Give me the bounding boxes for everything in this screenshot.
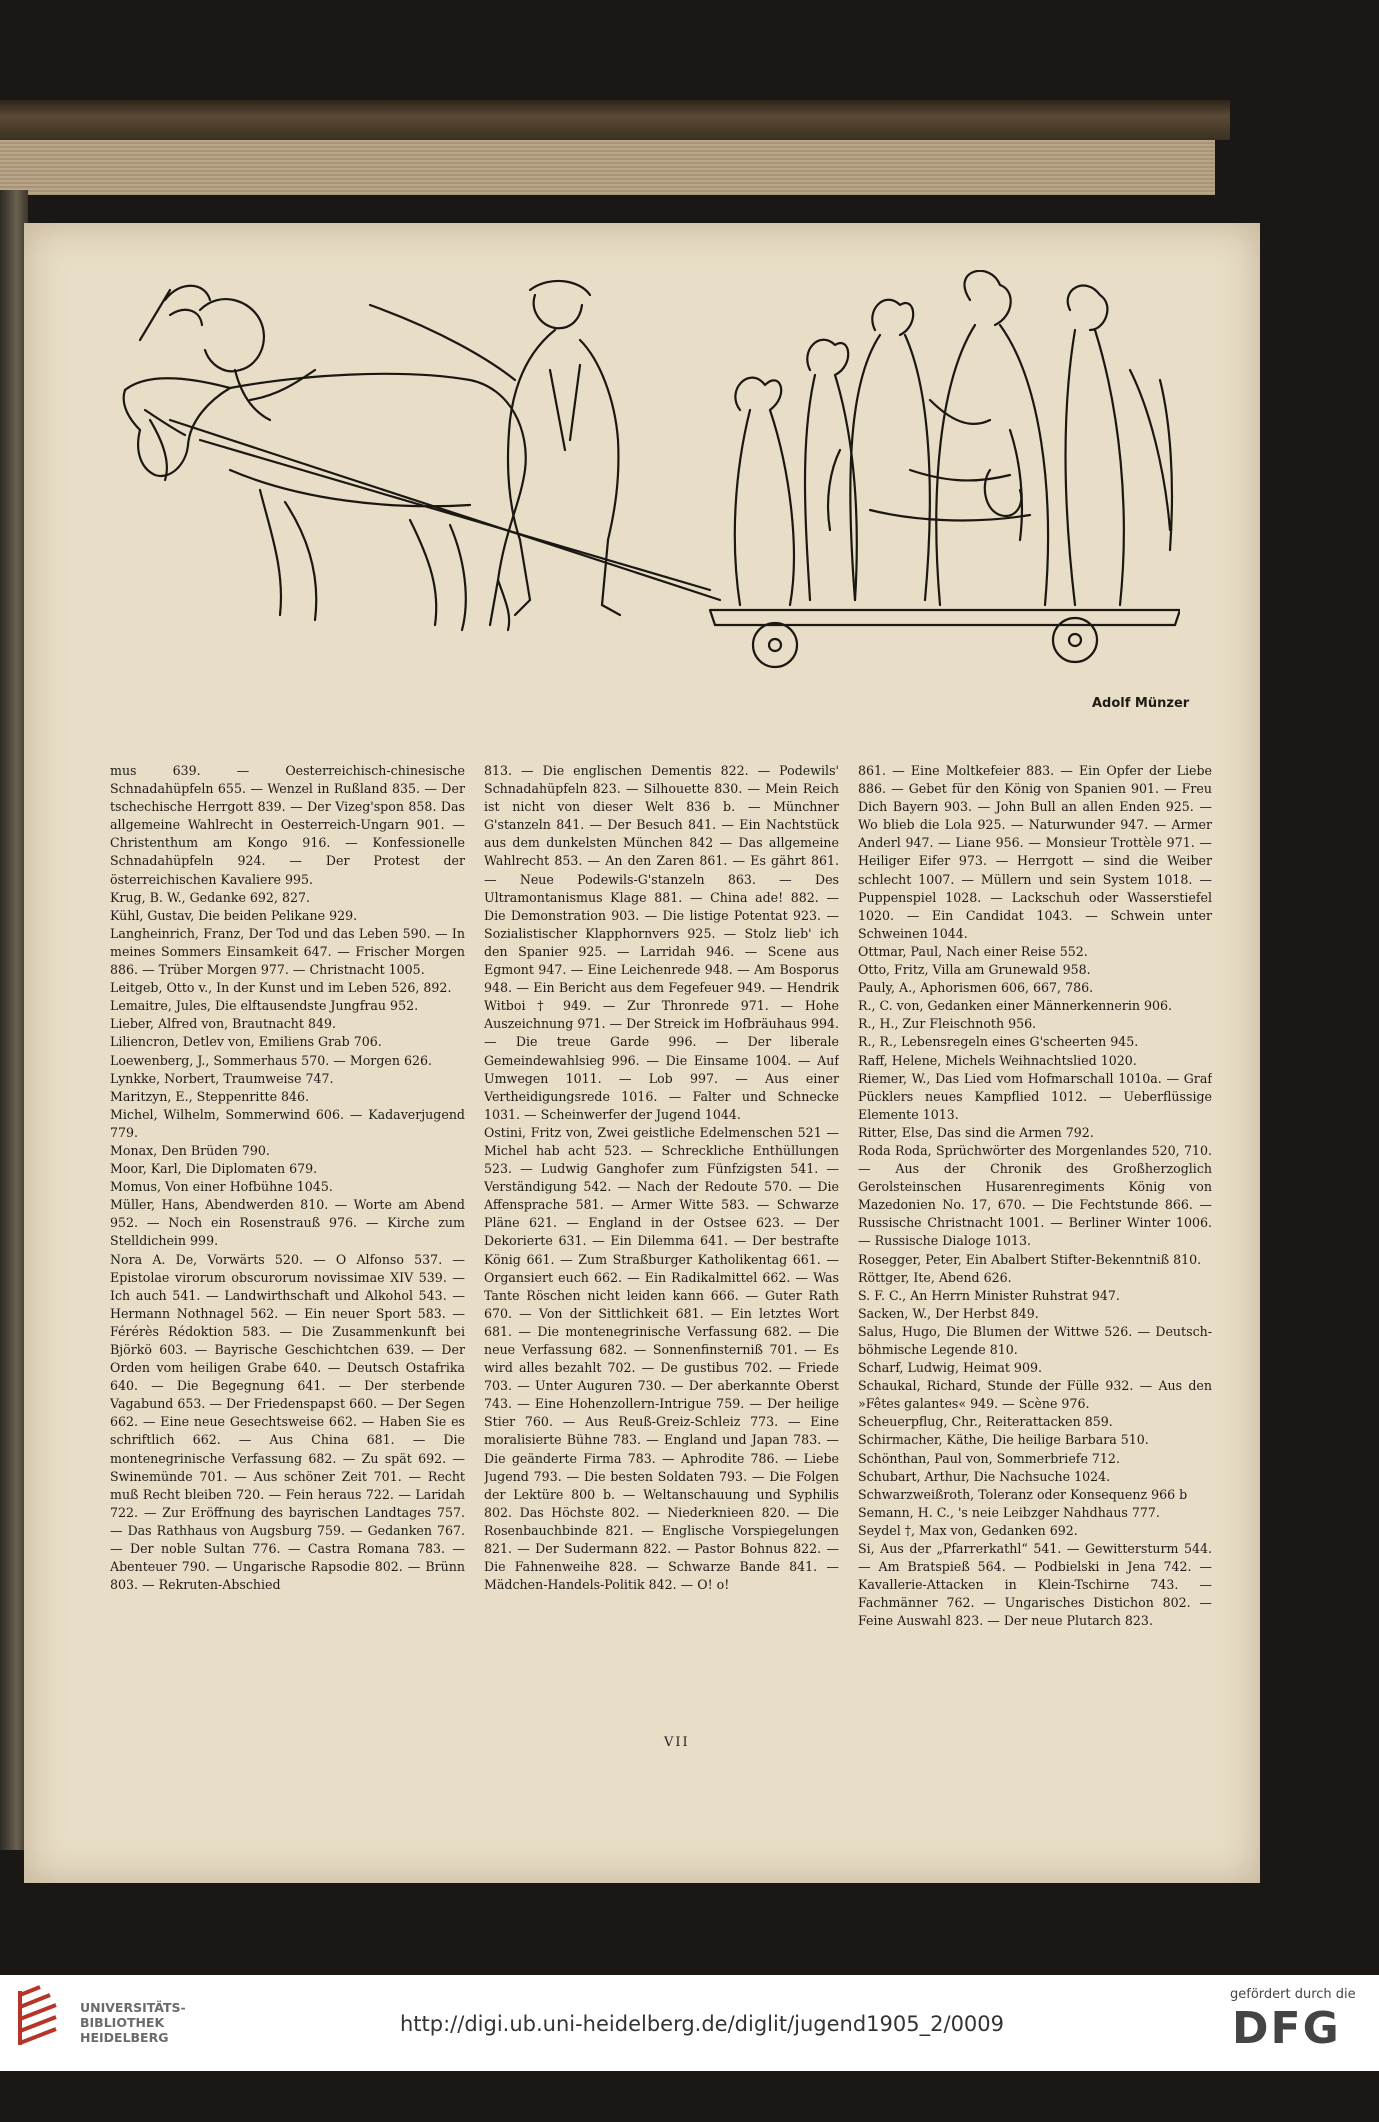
- page-number: VII: [664, 1735, 690, 1750]
- dfg-logo: DFG: [1232, 2003, 1341, 2054]
- institution-name: [80, 2000, 186, 2045]
- index-column-2: 813. — Die englischen Dementis 822. — Podewils' Schnadahüpfeln 823. — Silhouette 830. — Mein Reich ist nicht von dieser Welt 836 b. — Münchner G'stanzeln 841. — Der Besuch 841. — Ein Nachtstück aus dem dunkelsten München 842 — Das allgemeine Wahlrecht 853. — An den Zaren 861. — Es gährt 861. — Neue Podewils-G'stanzeln 863. — Des Ultramontanismus Klage 881. — China ade! 882. — Die Demonstration 903. — Die listige Potentat 923. — Sozialistischer Klapphornvers 925. — Stolz lieb' ich den Spanier 925. — Larridah 946. — Scene aus Egmont 947. — Eine Leichenrede 948. — Am Bosporus 948. — Ein Bericht aus dem Fegefeuer 949. — Hendrik Witboi † 949. — Zur Thronrede 971. — Hohe Auszeichnung 971. — Der Streick im Hofbräuhaus 994. — Die treue Garde 996. — Der liberale Gemeindewahlsieg 996. — Die Einsame 1004. — Auf Umwegen 1011. — Lob 997. — Aus einer Vertheidigungsrede 1016. — Falter und Schnecke 1031. — Scheinwerfer der Jugend 1044. Ostini, Fritz von, Zwei geistliche Edelmenschen 521 — Michel hab acht 523. — Schreckliche Enthüllungen 523. — Ludwig Ganghofer zum Fünfzigsten 541. — Verständigung 542. — Nach der Redoute 570. — Die Affensprache 581. — Armer Witte 583. — Schwarze Pläne 621. — England in der Ostsee 623. — Der Dekorierte 631. — Ein Dilemma 641. — Der bestrafte König 661. — Zum Straßburger Katholikentag 661. — Organsiert euch 662. — Ein Radikalmittel 662. — Was Tante Röschen nicht leiden kann 666. — Guter Rath 670. — Von der Sittlichkeit 681. — Ein letztes Wort 681. — Die montenegrinische Verfassung 682. — Die neue Verfassung 682. — Sonnenfinsterniß 701. — Es wird alles bezahlt 702. — De gustibus 702. — Friede 703. — Unter Auguren 730. — Der aberkannte Oberst 743. — Eine Hohenzollern-Intrigue 759. — Der heilige Stier 760. — Aus Reuß-Greiz-Schleiz 773. — Eine moralisierte Bühne 783. — England und Japan 783. — Die geänderte Firma 783. — Aphrodite 786. — Liebe Jugend 793. — Die besten Soldaten 793. — Die Folgen der Lektüre 800 b. — Weltanschauung und Syphilis 802. Das Höchste 802. — Niederknieen 820. — Die Rosenbauchbinde 821. — Englische Vorspiegelungen 821. — Der Sudermann 822. — Pastor Bohnus 822. — Die Fahnenweihe 828. — Schwarze Bande 841. — Mädchen-Handels-Politik 842. — O! o!: [484, 763, 839, 1593]
- institution-line-2: BIBLIOTHEK: [80, 2015, 165, 2030]
- book-top-edge: [0, 100, 1230, 140]
- institution-line-3: HEIDELBERG: [80, 2030, 169, 2045]
- university-library-logo-icon: [14, 1985, 62, 2047]
- permalink-url[interactable]: http://digi.ub.uni-heidelberg.de/diglit/jugend1905_2/0009: [400, 2012, 1005, 2036]
- viewer-footer: [0, 1975, 1379, 2071]
- book-page-edges: [0, 140, 1215, 195]
- funded-by-label: gefördert durch die: [1230, 1987, 1356, 2002]
- index-column-3: 861. — Eine Moltkefeier 883. — Ein Opfer der Liebe 886. — Gebet für den König von Spanien 901. — Freu Dich Bayern 903. — John Bull an allen Enden 925. — Wo blieb die Lola 925. — Naturwunder 947. — Armer Anderl 947. — Liane 956. — Monsieur Trottèle 971. — Heiliger Eifer 973. — Herrgott — sind die Weiber schlecht 1007. — Müllern und sein System 1018. — Puppenspiel 1028. — Lackschuh oder Wasserstiefel 1020. — Ein Candidat 1043. — Schwein unter Schweinen 1044. Ottmar, Paul, Nach einer Reise 552. Otto, Fritz, Villa am Grunewald 958. Pauly, A., Aphorismen 606, 667, 786. R., C. von, Gedanken einer Männerkennerin 906. R., H., Zur Fleischnoth 956. R., R., Lebensregeln eines G'scheerten 945. Raff, Helene, Michels Weihnachtslied 1020. Riemer, W., Das Lied vom Hofmarschall 1010a. — Graf Pücklers neues Kampflied 1012. — Ueberflüssige Elemente 1013. Ritter, Else, Das sind die Armen 792. Roda Roda, Sprüchwörter des Morgenlandes 520, 710. — Aus der Chronik des Großherzoglich Gerolsteinschen Husarenregiments König von Mazedonien No. 17, 670. — Die Fechtstunde 866. — Russische Christnacht 1001. — Berliner Winter 1006. — Russische Dialoge 1013. Rosegger, Peter, Ein Abalbert Stifter-Bekenntniß 810. Röttger, Ite, Abend 626. S. F. C., An Herrn Minister Ruhstrat 947. Sacken, W., Der Herbst 849. Salus, Hugo, Die Blumen der Wittwe 526. — Deutsch-böhmische Legende 810. Scharf, Ludwig, Heimat 909. Schaukal, Richard, Stunde der Fülle 932. — Aus den »Fêtes galantes« 949. — Scène 976. Scheuerpflug, Chr., Reiterattacken 859. Schirmacher, Käthe, Die heilige Barbara 510. Schönthan, Paul von, Sommerbriefe 712. Schubart, Arthur, Die Nachsuche 1024. Schwarzweißroth, Toleranz oder Konsequenz 966 b Semann, H. C., 's neie Leibzger Nahdhaus 777. Seydel †, Max von, Gedanken 692. Si, Aus der „Pfarrerkathl“ 541. — Gewittersturm 544. — Am Bratspieß 564. — Podbielski in Jena 742. — Kavallerie-Attacken in Klein-Tschirne 743. — Fachmänner 762. — Ungarisches Distichon 802. — Feine Auswahl 823. — Der neue Plutarch 823.: [858, 763, 1212, 1629]
- artist-signature: Adolf Münzer: [1092, 696, 1190, 711]
- index-column-1: mus 639. — Oesterreichisch-chinesische Schnadahüpfeln 655. — Wenzel in Rußland 835. — Der tschechische Herrgott 839. — Der Vizeg'spon 858. Das allgemeine Wahlrecht in Oesterreich-Ungarn 901. — Christenthum am Kongo 916. — Konfessionelle Schnadahüpfeln 924. — Der Protest der österreichischen Kavaliere 995. Krug, B. W., Gedanke 692, 827. Kühl, Gustav, Die beiden Pelikane 929. Langheinrich, Franz, Der Tod und das Leben 590. — In meines Sommers Einsamkeit 647. — Frischer Morgen 886. — Trüber Morgen 977. — Christnacht 1005. Leitgeb, Otto v., In der Kunst und im Leben 526, 892. Lemaitre, Jules, Die elftausendste Jungfrau 952. Lieber, Alfred von, Brautnacht 849. Liliencron, Detlev von, Emiliens Grab 706. Loewenberg, J., Sommerhaus 570. — Morgen 626. Lynkke, Norbert, Traumweise 747. Maritzyn, E., Steppenritte 846. Michel, Wilhelm, Sommerwind 606. — Kadaverjugend 779. Monax, Den Brüden 790. Moor, Karl, Die Diplomaten 679. Momus, Von einer Hofbühne 1045. Müller, Hans, Abendwerden 810. — Worte am Abend 952. — Noch ein Rosenstrauß 976. — Kirche zum Stelldichein 999. Nora A. De, Vorwärts 520. — O Alfonso 537. — Epistolae virorum obscurorum novissimae XIV 539. — Ich auch 541. — Landwirthschaft und Alkohol 543. — Hermann Nothnagel 562. — Ein neuer Sport 583. — Férérès Rédoktion 583. — Die Zusammenkunft bei Björkö 603. — Bayrische Geschichtchen 639. — Der Orden vom heiligen Grabe 640. — Deutsch Ostafrika 640. — Die Begegnung 641. — Der sterbende Vagabund 653. — Der Friedenspapst 660. — Der Segen 662. — Eine neue Gesechtsweise 662. — Haben Sie es schriftlich 662. — Aus China 681. — Die montenegrinische Verfassung 682. — Zu spät 692. — Swinemünde 701. — Aus schöner Zeit 701. — Recht muß Recht bleiben 720. — Fein heraus 722. — Laridah 722. — Zur Eröffnung des bayrischen Landtages 757. — Das Rathhaus von Augsburg 759. — Gedanken 767. — Der noble Sultan 776. — Castra Romana 783. — Abenteuer 790. — Ungarische Rapsodie 802. — Brünn 803. — Rekruten-Abschied: [110, 763, 465, 1593]
- institution-line-1: UNIVERSITÄTS-: [80, 2000, 186, 2015]
- illustration-ox-cart: [110, 270, 1180, 670]
